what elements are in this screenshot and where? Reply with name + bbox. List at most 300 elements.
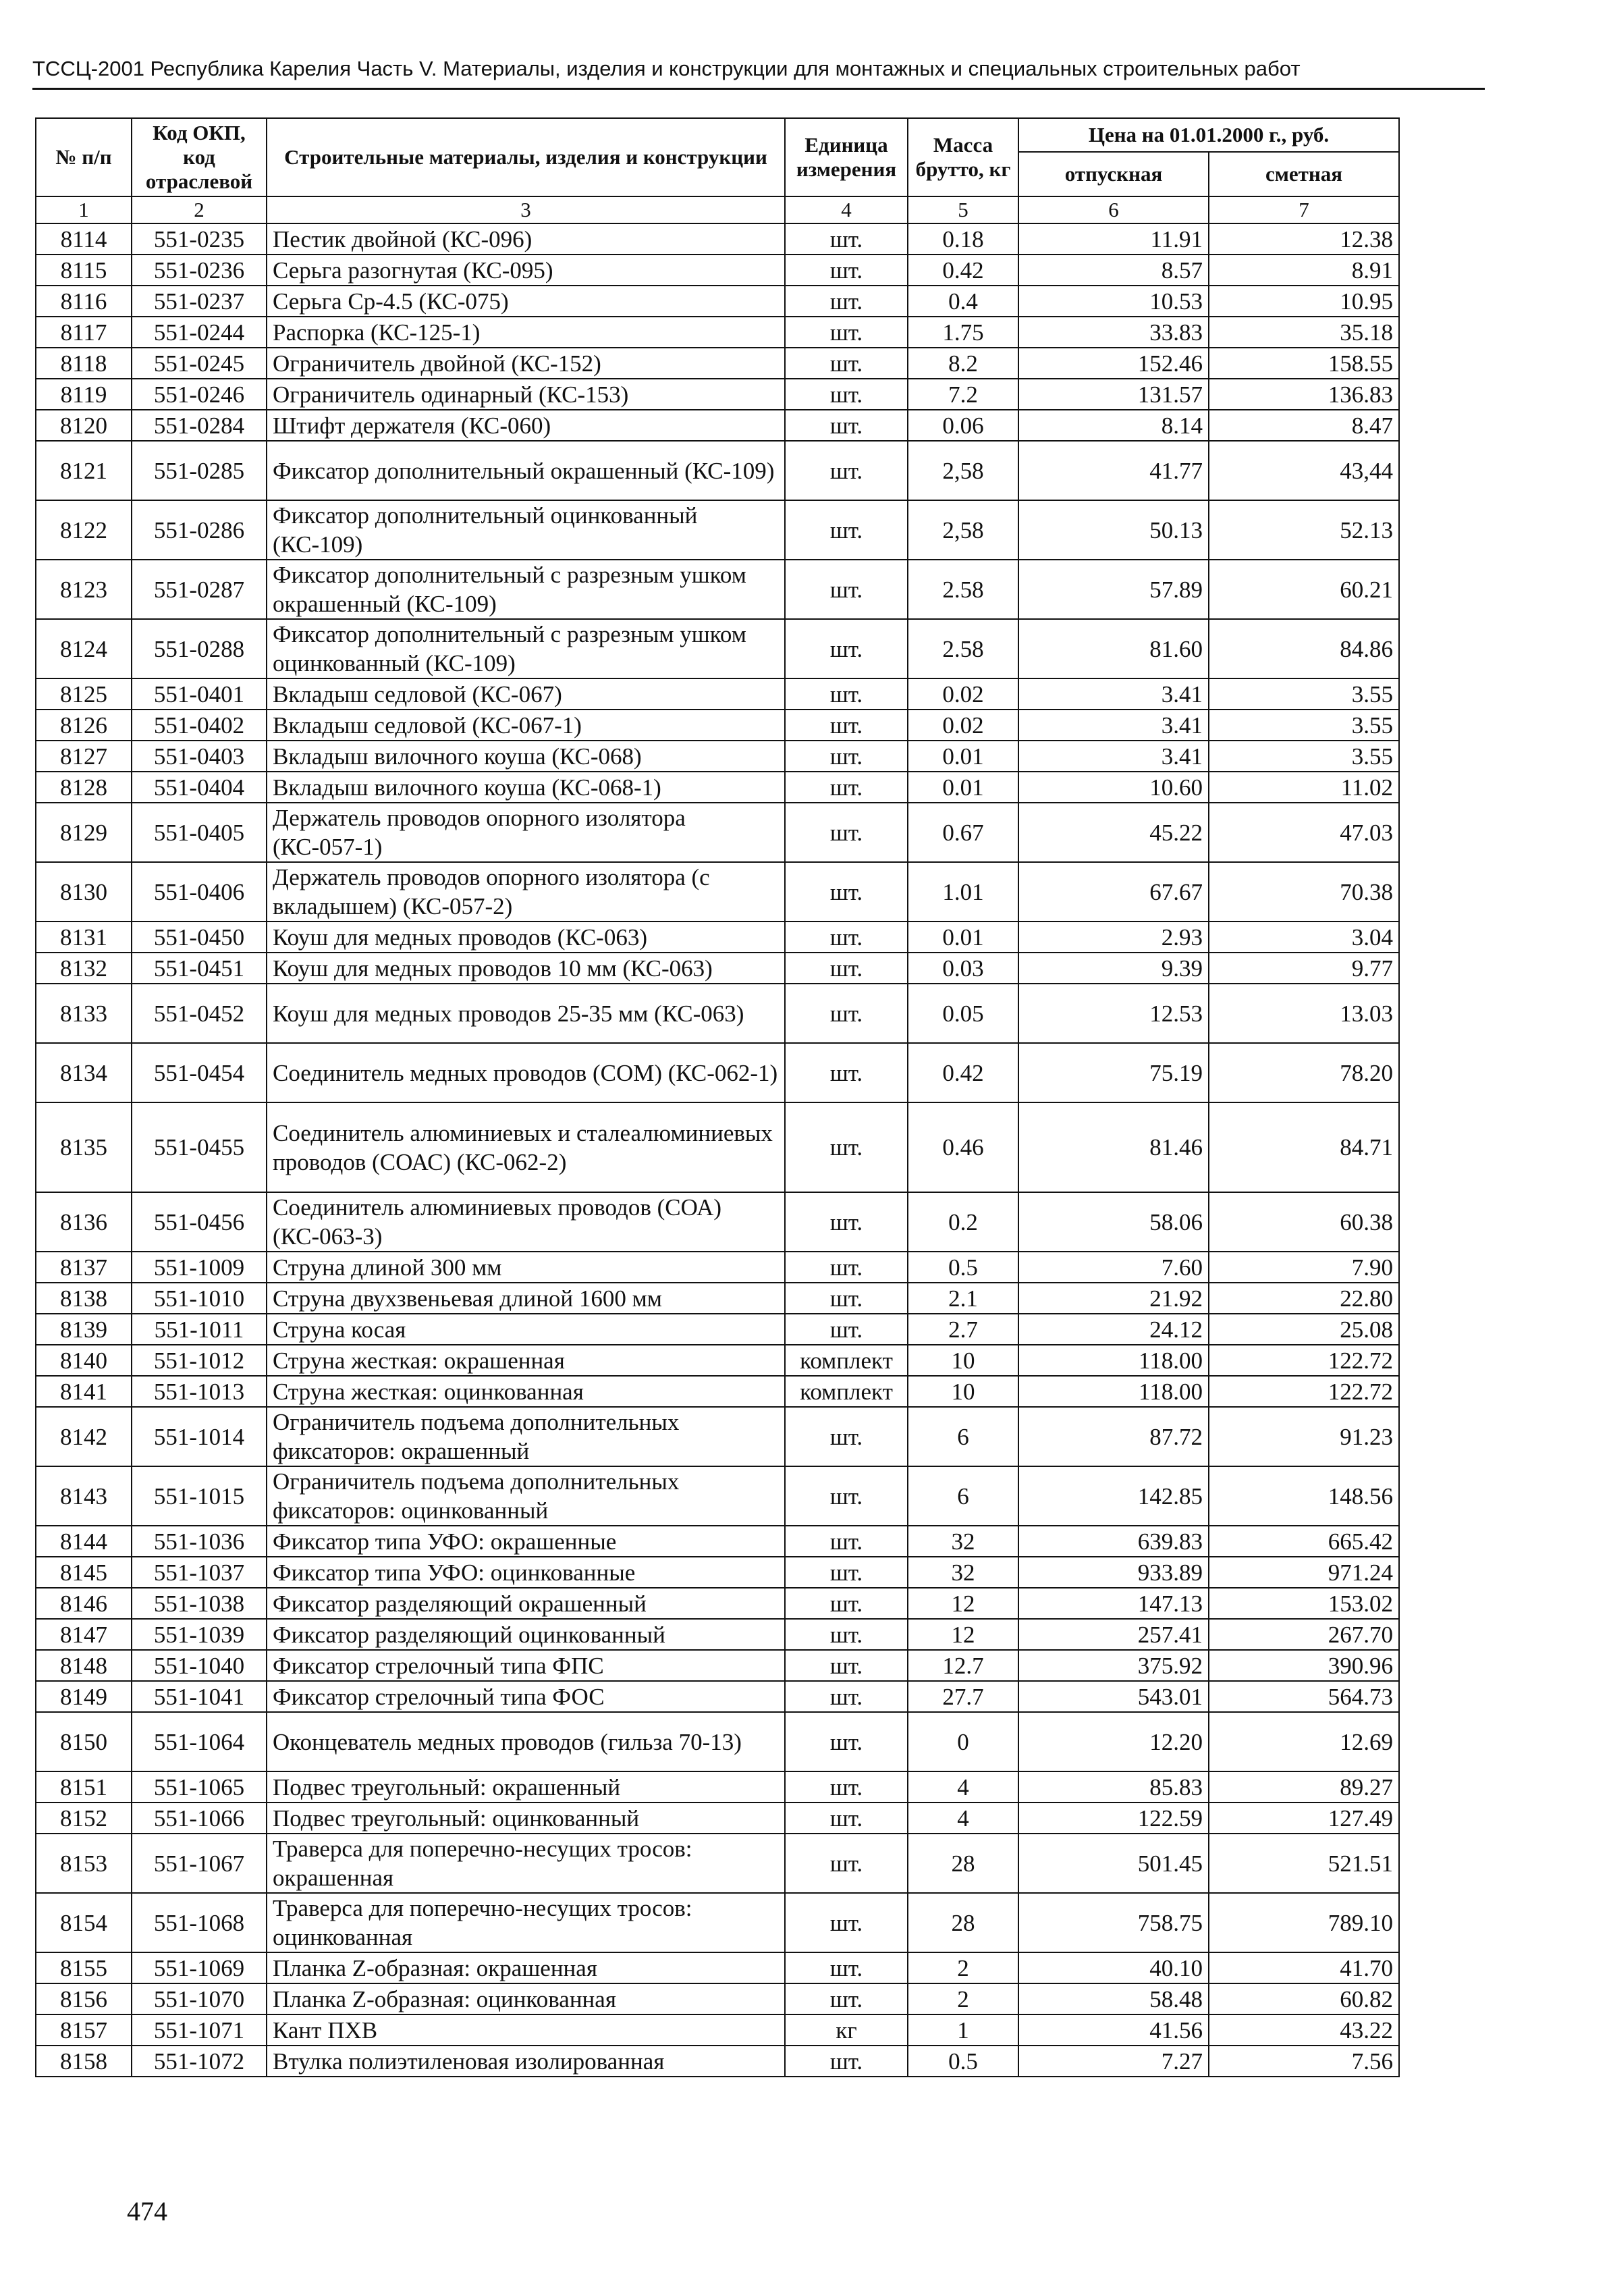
table-row [36, 1526, 1399, 1557]
okp-code: 551-0287 [132, 560, 267, 619]
table-row [36, 1466, 1399, 1526]
table-row [36, 741, 1399, 772]
table-row [36, 953, 1399, 984]
table-row [36, 1952, 1399, 1983]
gross-mass: 10 [908, 1376, 1018, 1407]
gross-mass: 1.75 [908, 317, 1018, 348]
okp-code: 551-1036 [132, 1526, 267, 1557]
table-row [36, 1588, 1399, 1619]
okp-code: 551-0245 [132, 348, 267, 379]
table-row [36, 1043, 1399, 1102]
okp-code: 551-0402 [132, 710, 267, 741]
material-name: Фиксатор типа УФО: окрашенные [267, 1526, 785, 1557]
material-name: Штифт держателя (КС-060) [267, 410, 785, 441]
estimate-price: 35.18 [1209, 317, 1399, 348]
table-row [36, 1712, 1399, 1771]
okp-code: 551-1015 [132, 1466, 267, 1526]
unit: шт. [785, 1681, 908, 1712]
okp-code: 551-0451 [132, 953, 267, 984]
release-price: 118.00 [1018, 1376, 1209, 1407]
release-price: 33.83 [1018, 317, 1209, 348]
release-price: 639.83 [1018, 1526, 1209, 1557]
table-row [36, 710, 1399, 741]
release-price: 58.48 [1018, 1983, 1209, 2014]
estimate-price: 3.55 [1209, 710, 1399, 741]
unit: шт. [785, 560, 908, 619]
estimate-price: 22.80 [1209, 1283, 1399, 1314]
unit: шт. [785, 1588, 908, 1619]
column-number: 3 [267, 196, 785, 223]
gross-mass: 6 [908, 1407, 1018, 1466]
row-number: 8143 [36, 1466, 132, 1526]
table-row [36, 1834, 1399, 1893]
estimate-price: 25.08 [1209, 1314, 1399, 1345]
table-row [36, 772, 1399, 803]
row-number: 8123 [36, 560, 132, 619]
unit: шт. [785, 862, 908, 922]
material-name: Ограничитель подъема дополнительных фиксаторов: оцинкованный [267, 1466, 785, 1526]
estimate-price: 8.91 [1209, 255, 1399, 286]
okp-code: 551-1065 [132, 1771, 267, 1803]
release-price: 87.72 [1018, 1407, 1209, 1466]
row-number: 8116 [36, 286, 132, 317]
table-row [36, 803, 1399, 862]
material-name: Струна косая [267, 1314, 785, 1345]
column-number: 1 [36, 196, 132, 223]
okp-code: 551-0286 [132, 500, 267, 560]
estimate-price: 665.42 [1209, 1526, 1399, 1557]
gross-mass: 2,58 [908, 500, 1018, 560]
row-number: 8142 [36, 1407, 132, 1466]
unit: шт. [785, 1314, 908, 1345]
gross-mass: 2.58 [908, 619, 1018, 678]
estimate-price: 91.23 [1209, 1407, 1399, 1466]
release-price: 75.19 [1018, 1043, 1209, 1102]
estimate-price: 52.13 [1209, 500, 1399, 560]
unit: шт. [785, 619, 908, 678]
row-number: 8126 [36, 710, 132, 741]
table-row [36, 2014, 1399, 2046]
material-name: Вкладыш вилочного коуша (КС-068) [267, 741, 785, 772]
release-price: 8.14 [1018, 410, 1209, 441]
release-price: 67.67 [1018, 862, 1209, 922]
material-name: Струна жесткая: окрашенная [267, 1345, 785, 1376]
unit: шт. [785, 803, 908, 862]
gross-mass: 4 [908, 1803, 1018, 1834]
row-number: 8157 [36, 2014, 132, 2046]
material-name: Оконцеватель медных проводов (гильза 70-13) [267, 1712, 785, 1771]
release-price: 7.27 [1018, 2046, 1209, 2077]
estimate-price: 267.70 [1209, 1619, 1399, 1650]
unit: шт. [785, 1834, 908, 1893]
table-row [36, 441, 1399, 500]
material-name: Струна жесткая: оцинкованная [267, 1376, 785, 1407]
okp-code: 551-1069 [132, 1952, 267, 1983]
estimate-price: 89.27 [1209, 1771, 1399, 1803]
material-name: Соединитель медных проводов (СОМ) (КС-062-1) [267, 1043, 785, 1102]
okp-code: 551-1066 [132, 1803, 267, 1834]
row-number: 8140 [36, 1345, 132, 1376]
unit: шт. [785, 741, 908, 772]
unit: шт. [785, 317, 908, 348]
unit: шт. [785, 1712, 908, 1771]
okp-code: 551-1038 [132, 1588, 267, 1619]
table-row [36, 619, 1399, 678]
material-name: Держатель проводов опорного изолятора (с вкладышем) (КС-057-2) [267, 862, 785, 922]
estimate-price: 84.86 [1209, 619, 1399, 678]
gross-mass: 0.46 [908, 1102, 1018, 1192]
table-row [36, 1893, 1399, 1952]
gross-mass: 2.58 [908, 560, 1018, 619]
table-row [36, 317, 1399, 348]
unit: шт. [785, 500, 908, 560]
estimate-price: 158.55 [1209, 348, 1399, 379]
okp-code: 551-0244 [132, 317, 267, 348]
estimate-price: 70.38 [1209, 862, 1399, 922]
release-price: 81.60 [1018, 619, 1209, 678]
material-name: Фиксатор стрелочный типа ФПС [267, 1650, 785, 1681]
column-number: 2 [132, 196, 267, 223]
table-row [36, 984, 1399, 1043]
gross-mass: 0.01 [908, 772, 1018, 803]
table-row [36, 560, 1399, 619]
okp-code: 551-0455 [132, 1102, 267, 1192]
header-name: Строительные материалы, изделия и конструкции [267, 118, 785, 196]
row-number: 8119 [36, 379, 132, 410]
gross-mass: 0 [908, 1712, 1018, 1771]
okp-code: 551-1040 [132, 1650, 267, 1681]
table-row [36, 1283, 1399, 1314]
gross-mass: 6 [908, 1466, 1018, 1526]
gross-mass: 0.67 [908, 803, 1018, 862]
gross-mass: 0.2 [908, 1192, 1018, 1252]
okp-code: 551-0450 [132, 922, 267, 953]
release-price: 10.53 [1018, 286, 1209, 317]
release-price: 131.57 [1018, 379, 1209, 410]
row-number: 8155 [36, 1952, 132, 1983]
release-price: 21.92 [1018, 1283, 1209, 1314]
release-price: 152.46 [1018, 348, 1209, 379]
release-price: 543.01 [1018, 1681, 1209, 1712]
material-name: Втулка полиэтиленовая изолированная [267, 2046, 785, 2077]
estimate-price: 43,44 [1209, 441, 1399, 500]
okp-code: 551-0403 [132, 741, 267, 772]
gross-mass: 10 [908, 1345, 1018, 1376]
release-price: 118.00 [1018, 1345, 1209, 1376]
table-row [36, 500, 1399, 560]
material-name: Вкладыш седловой (КС-067) [267, 678, 785, 710]
header-price-release: отпускная [1018, 152, 1209, 196]
gross-mass: 2 [908, 1983, 1018, 2014]
material-name: Планка Z-образная: оцинкованная [267, 1983, 785, 2014]
estimate-price: 789.10 [1209, 1893, 1399, 1952]
gross-mass: 12 [908, 1588, 1018, 1619]
okp-code: 551-0404 [132, 772, 267, 803]
unit: шт. [785, 1043, 908, 1102]
page-number: 474 [127, 2196, 167, 2226]
gross-mass: 0.5 [908, 1252, 1018, 1283]
unit: шт. [785, 1803, 908, 1834]
row-number: 8132 [36, 953, 132, 984]
release-price: 81.46 [1018, 1102, 1209, 1192]
price-table [35, 117, 1400, 2077]
okp-code: 551-0452 [132, 984, 267, 1043]
estimate-price: 3.55 [1209, 678, 1399, 710]
table-row [36, 1192, 1399, 1252]
release-price: 12.53 [1018, 984, 1209, 1043]
material-name: Фиксатор дополнительный окрашенный (КС-109) [267, 441, 785, 500]
row-number: 8127 [36, 741, 132, 772]
okp-code: 551-0288 [132, 619, 267, 678]
release-price: 41.77 [1018, 441, 1209, 500]
estimate-price: 9.77 [1209, 953, 1399, 984]
material-name: Траверса для поперечно-несущих тросов: оцинкованная [267, 1893, 785, 1952]
material-name: Ограничитель двойной (КС-152) [267, 348, 785, 379]
estimate-price: 7.56 [1209, 2046, 1399, 2077]
table-row [36, 2046, 1399, 2077]
release-price: 2.93 [1018, 922, 1209, 953]
column-number-row [36, 196, 1399, 223]
estimate-price: 10.95 [1209, 286, 1399, 317]
gross-mass: 8.2 [908, 348, 1018, 379]
header-code: Код ОКП, код отраслевой [132, 118, 267, 196]
unit: кг [785, 2014, 908, 2046]
release-price: 57.89 [1018, 560, 1209, 619]
gross-mass: 2.1 [908, 1283, 1018, 1314]
gross-mass: 0.06 [908, 410, 1018, 441]
release-price: 501.45 [1018, 1834, 1209, 1893]
row-number: 8130 [36, 862, 132, 922]
okp-code: 551-1039 [132, 1619, 267, 1650]
column-number: 6 [1018, 196, 1209, 223]
okp-code: 551-0235 [132, 223, 267, 255]
estimate-price: 390.96 [1209, 1650, 1399, 1681]
row-number: 8154 [36, 1893, 132, 1952]
release-price: 375.92 [1018, 1650, 1209, 1681]
table-row [36, 286, 1399, 317]
gross-mass: 12.7 [908, 1650, 1018, 1681]
material-name: Фиксатор стрелочный типа ФОС [267, 1681, 785, 1712]
release-price: 10.60 [1018, 772, 1209, 803]
unit: шт. [785, 953, 908, 984]
unit: комплект [785, 1376, 908, 1407]
okp-code: 551-0454 [132, 1043, 267, 1102]
unit: шт. [785, 1557, 908, 1588]
estimate-price: 521.51 [1209, 1834, 1399, 1893]
table-row [36, 1376, 1399, 1407]
material-name: Фиксатор разделяющий оцинкованный [267, 1619, 785, 1650]
release-price: 758.75 [1018, 1893, 1209, 1952]
unit: шт. [785, 410, 908, 441]
gross-mass: 2 [908, 1952, 1018, 1983]
estimate-price: 13.03 [1209, 984, 1399, 1043]
row-number: 8133 [36, 984, 132, 1043]
row-number: 8122 [36, 500, 132, 560]
estimate-price: 8.47 [1209, 410, 1399, 441]
material-name: Коуш для медных проводов 10 мм (КС-063) [267, 953, 785, 984]
okp-code: 551-1041 [132, 1681, 267, 1712]
estimate-price: 12.38 [1209, 223, 1399, 255]
table-row [36, 862, 1399, 922]
table-row [36, 1983, 1399, 2014]
material-name: Подвес треугольный: оцинкованный [267, 1803, 785, 1834]
estimate-price: 971.24 [1209, 1557, 1399, 1588]
gross-mass: 28 [908, 1893, 1018, 1952]
gross-mass: 1.01 [908, 862, 1018, 922]
table-row [36, 678, 1399, 710]
row-number: 8124 [36, 619, 132, 678]
gross-mass: 7.2 [908, 379, 1018, 410]
release-price: 85.83 [1018, 1771, 1209, 1803]
header-rule [32, 88, 1485, 90]
material-name: Держатель проводов опорного изолятора (КС-057-1) [267, 803, 785, 862]
page-header: ТССЦ-2001 Республика Карелия Часть V. Материалы, изделия и конструкции для монтажных и специальных строительных работ [32, 57, 1301, 80]
row-number: 8147 [36, 1619, 132, 1650]
unit: шт. [785, 1771, 908, 1803]
unit: шт. [785, 1983, 908, 2014]
unit: шт. [785, 678, 908, 710]
row-number: 8115 [36, 255, 132, 286]
gross-mass: 28 [908, 1834, 1018, 1893]
release-price: 3.41 [1018, 741, 1209, 772]
gross-mass: 0.05 [908, 984, 1018, 1043]
table-row [36, 1314, 1399, 1345]
material-name: Серьга Ср-4.5 (КС-075) [267, 286, 785, 317]
row-number: 8139 [36, 1314, 132, 1345]
gross-mass: 0.01 [908, 741, 1018, 772]
table-row [36, 255, 1399, 286]
unit: шт. [785, 255, 908, 286]
estimate-price: 122.72 [1209, 1345, 1399, 1376]
release-price: 7.60 [1018, 1252, 1209, 1283]
okp-code: 551-1012 [132, 1345, 267, 1376]
unit: шт. [785, 710, 908, 741]
okp-code: 551-1014 [132, 1407, 267, 1466]
material-name: Траверса для поперечно-несущих тросов: окрашенная [267, 1834, 785, 1893]
okp-code: 551-1071 [132, 2014, 267, 2046]
release-price: 12.20 [1018, 1712, 1209, 1771]
column-number: 4 [785, 196, 908, 223]
unit: шт. [785, 1283, 908, 1314]
estimate-price: 43.22 [1209, 2014, 1399, 2046]
estimate-price: 3.55 [1209, 741, 1399, 772]
material-name: Ограничитель одинарный (КС-153) [267, 379, 785, 410]
okp-code: 551-1067 [132, 1834, 267, 1893]
material-name: Вкладыш вилочного коуша (КС-068-1) [267, 772, 785, 803]
row-number: 8114 [36, 223, 132, 255]
estimate-price: 47.03 [1209, 803, 1399, 862]
row-number: 8151 [36, 1771, 132, 1803]
header-unit: Единица измерения [785, 118, 908, 196]
okp-code: 551-1013 [132, 1376, 267, 1407]
row-number: 8138 [36, 1283, 132, 1314]
estimate-price: 60.38 [1209, 1192, 1399, 1252]
release-price: 142.85 [1018, 1466, 1209, 1526]
row-number: 8134 [36, 1043, 132, 1102]
column-number: 5 [908, 196, 1018, 223]
estimate-price: 564.73 [1209, 1681, 1399, 1712]
material-name: Серьга разогнутая (КС-095) [267, 255, 785, 286]
unit: комплект [785, 1345, 908, 1376]
gross-mass: 0.18 [908, 223, 1018, 255]
table-row [36, 1650, 1399, 1681]
material-name: Фиксатор дополнительный с разрезным ушком окрашенный (КС-109) [267, 560, 785, 619]
unit: шт. [785, 1619, 908, 1650]
row-number: 8153 [36, 1834, 132, 1893]
gross-mass: 1 [908, 2014, 1018, 2046]
material-name: Струна длиной 300 мм [267, 1252, 785, 1283]
unit: шт. [785, 1952, 908, 1983]
release-price: 147.13 [1018, 1588, 1209, 1619]
gross-mass: 12 [908, 1619, 1018, 1650]
okp-code: 551-1037 [132, 1557, 267, 1588]
row-number: 8117 [36, 317, 132, 348]
row-number: 8158 [36, 2046, 132, 2077]
estimate-price: 153.02 [1209, 1588, 1399, 1619]
row-number: 8146 [36, 1588, 132, 1619]
table-row [36, 1557, 1399, 1588]
estimate-price: 60.21 [1209, 560, 1399, 619]
material-name: Фиксатор разделяющий окрашенный [267, 1588, 785, 1619]
gross-mass: 32 [908, 1526, 1018, 1557]
material-name: Соединитель алюминиевых и сталеалюминиевых проводов (СОАС) (КС-062-2) [267, 1102, 785, 1192]
table-row [36, 410, 1399, 441]
row-number: 8125 [36, 678, 132, 710]
row-number: 8148 [36, 1650, 132, 1681]
material-name: Фиксатор дополнительный оцинкованный (КС-109) [267, 500, 785, 560]
table-row [36, 348, 1399, 379]
estimate-price: 3.04 [1209, 922, 1399, 953]
material-name: Коуш для медных проводов (КС-063) [267, 922, 785, 953]
estimate-price: 12.69 [1209, 1712, 1399, 1771]
okp-code: 551-0246 [132, 379, 267, 410]
unit: шт. [785, 1526, 908, 1557]
table-row [36, 1252, 1399, 1283]
okp-code: 551-0405 [132, 803, 267, 862]
gross-mass: 0.4 [908, 286, 1018, 317]
gross-mass: 0.02 [908, 710, 1018, 741]
unit: шт. [785, 286, 908, 317]
release-price: 58.06 [1018, 1192, 1209, 1252]
row-number: 8150 [36, 1712, 132, 1771]
material-name: Вкладыш седловой (КС-067-1) [267, 710, 785, 741]
estimate-price: 60.82 [1209, 1983, 1399, 2014]
table-body [36, 223, 1399, 2077]
release-price: 40.10 [1018, 1952, 1209, 1983]
table-row [36, 223, 1399, 255]
unit: шт. [785, 2046, 908, 2077]
release-price: 3.41 [1018, 678, 1209, 710]
table-row [36, 1345, 1399, 1376]
unit: шт. [785, 1466, 908, 1526]
unit: шт. [785, 984, 908, 1043]
gross-mass: 0.42 [908, 255, 1018, 286]
row-number: 8121 [36, 441, 132, 500]
okp-code: 551-0284 [132, 410, 267, 441]
release-price: 933.89 [1018, 1557, 1209, 1588]
gross-mass: 32 [908, 1557, 1018, 1588]
row-number: 8120 [36, 410, 132, 441]
row-number: 8144 [36, 1526, 132, 1557]
material-name: Соединитель алюминиевых проводов (СОА) (КС-063-3) [267, 1192, 785, 1252]
release-price: 45.22 [1018, 803, 1209, 862]
row-number: 8152 [36, 1803, 132, 1834]
table-row [36, 1803, 1399, 1834]
release-price: 11.91 [1018, 223, 1209, 255]
release-price: 9.39 [1018, 953, 1209, 984]
gross-mass: 0.03 [908, 953, 1018, 984]
gross-mass: 0.02 [908, 678, 1018, 710]
